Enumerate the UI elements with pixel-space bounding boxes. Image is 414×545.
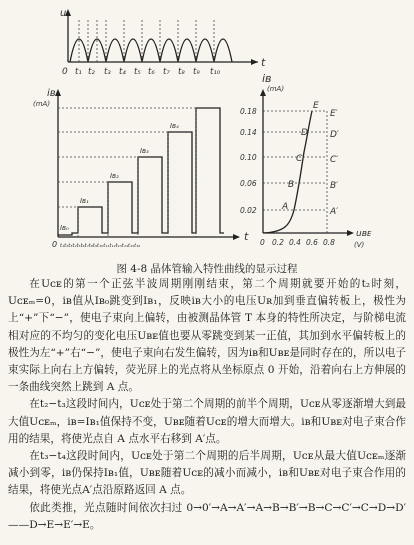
point-label-b-prime: B′ bbox=[330, 181, 339, 191]
paragraph: 依此类推，光点随时间依次扫过 0→0′→A→A′→A→B→B′→B→C→C′→C→D→D′——D→E→E′→E。 bbox=[8, 501, 406, 531]
input-characteristic-plot bbox=[240, 72, 372, 249]
char-y-tick: 0.06 bbox=[240, 179, 257, 188]
wave-tick-label: t₉ bbox=[193, 67, 200, 77]
char-ib-label: iʙ bbox=[262, 72, 272, 85]
wave-tick-label: t₁ bbox=[75, 67, 82, 77]
char-ube-unit: (V) bbox=[354, 241, 365, 249]
rectified-wave-plot bbox=[60, 8, 266, 77]
wave-axis-arrow bbox=[251, 59, 258, 65]
point-label-c-prime: C′ bbox=[330, 155, 339, 165]
step-level-label: Iʙ₀ bbox=[60, 224, 69, 232]
point-label-a: A bbox=[282, 202, 289, 212]
step-ib-label: iʙ bbox=[47, 88, 56, 99]
wave-tick-label: t₂ bbox=[88, 67, 95, 77]
step-axis-arrow bbox=[233, 234, 240, 240]
char-x-tick: 0.8 bbox=[323, 238, 335, 247]
point-label-c: C bbox=[296, 154, 303, 164]
char-y-tick: 0.10 bbox=[240, 153, 257, 162]
char-ib-axis-arrow bbox=[260, 89, 266, 96]
figure-4-8 bbox=[0, 0, 414, 260]
wave-tick-label: t₄ bbox=[119, 67, 126, 77]
wave-tick-label: t₅ bbox=[134, 67, 141, 77]
step-ib-axis-arrow bbox=[55, 89, 61, 96]
point-label-e-prime: E′ bbox=[330, 109, 338, 119]
char-ube-label: uʙᴇ bbox=[356, 229, 372, 239]
rectified-sine-wave bbox=[70, 39, 232, 62]
point-label-a-prime: A′ bbox=[330, 207, 339, 217]
paragraph: 在t₃−t₄这段时间内，Uᴄᴇ处于第二个周期的后半周期，Uᴄᴇ从最大值Uᴄᴇₘ逐渐减小到零，iʙ仍保持Iʙ₁值，Uʙᴇ随着Uᴄᴇ的减小而减小，iʙ和Uʙᴇ对电子束合作用的结果，将使光点A′点沿原路返回 A 点。 bbox=[8, 450, 406, 497]
step-level-label: Iʙ₂ bbox=[110, 172, 119, 180]
wave-tick-label: t₁₀ bbox=[210, 67, 221, 77]
step-staircase bbox=[58, 108, 224, 235]
char-y-tick: 0.18 bbox=[240, 107, 257, 116]
wave-tick-label: t₈ bbox=[178, 67, 185, 77]
char-x-tick: 0.6 bbox=[306, 238, 318, 247]
paragraph: 在Uᴄᴇ的第一个正弦半波周期刚刚结束，第二个周期就要开始的t₂时刻，Uᴄᴇₘ=0，iʙ值从Iʙ₀跳变到Iʙ₁，反映iʙ大小的电压Uʀ加到垂直偏转板上，极性为上“+”下“−”，使电子束向上偏转，由被测晶体管 T 本身的特性所决定，与阶梯电流相对应的不均匀的变化电压Uʙᴇ值也要从零跳变到某一正值，其加到水平偏转板上的极性为左“+”右“−”，使电子束向右发生偏转，因为iʙ和Uʙᴇ是同时存在的，所以电子束实际上向右上方偏转，荧光屏上的光点将从坐标原点 0 开始，沿着向右上方伸展的一条曲线突然上跳到 A 点。 bbox=[8, 278, 406, 394]
wave-tick-label: t₇ bbox=[163, 67, 170, 77]
step-level-label: Iʙ₄ bbox=[170, 122, 179, 130]
point-label-e: E bbox=[313, 101, 319, 111]
char-x-tick: 0.4 bbox=[289, 238, 301, 247]
paragraph: 在t₂−t₃这段时间内，Uᴄᴇ处于第二个周期的前半个周期，Uᴄᴇ从零逐渐增大到最大值Uᴄᴇₘ，iʙ=Iʙ₁值保持不变，Uʙᴇ随着Uᴄᴇ的增大而增大。iʙ和Uʙᴇ对电子束合作用的结果，将使光点自 A 点水平右移到 A′点。 bbox=[8, 398, 406, 445]
wave-t-label: t bbox=[261, 56, 266, 69]
figure-caption: 图 4-8 晶体管输入特性曲线的显示过程 bbox=[116, 263, 298, 275]
wave-tick-label: t₆ bbox=[148, 67, 155, 77]
point-label-d: D bbox=[301, 128, 308, 138]
point-label-d-prime: D′ bbox=[330, 130, 339, 140]
char-x-tick: 0 bbox=[260, 238, 265, 247]
char-unit-label: (mA) bbox=[267, 85, 285, 93]
point-label-b: B bbox=[288, 180, 295, 190]
wave-origin-label: 0 bbox=[62, 67, 68, 77]
char-x-tick: 0.2 bbox=[272, 238, 284, 247]
char-axis-arrow bbox=[347, 230, 354, 236]
step-level-label: Iʙ₃ bbox=[140, 147, 149, 155]
step-unit-label: (mA) bbox=[33, 100, 51, 108]
step-origin-label: 0 bbox=[52, 240, 58, 249]
wave-u-label: u bbox=[60, 8, 67, 19]
step-t-label: t bbox=[244, 230, 249, 243]
step-level-label: Iʙ₁ bbox=[80, 197, 89, 205]
char-y-tick: 0.02 bbox=[240, 206, 257, 215]
wave-tick-label: t₃ bbox=[104, 67, 111, 77]
step-time-ticks: t₁t₂t₃t₄t₅t₆t₇t₈t₉t₁₀t₁₁t₁₂t₁₃t₁₄t₁₅t₁₆ bbox=[60, 243, 141, 249]
step-current-plot bbox=[33, 88, 249, 249]
body-text bbox=[8, 276, 406, 534]
char-y-tick: 0.14 bbox=[240, 128, 257, 137]
